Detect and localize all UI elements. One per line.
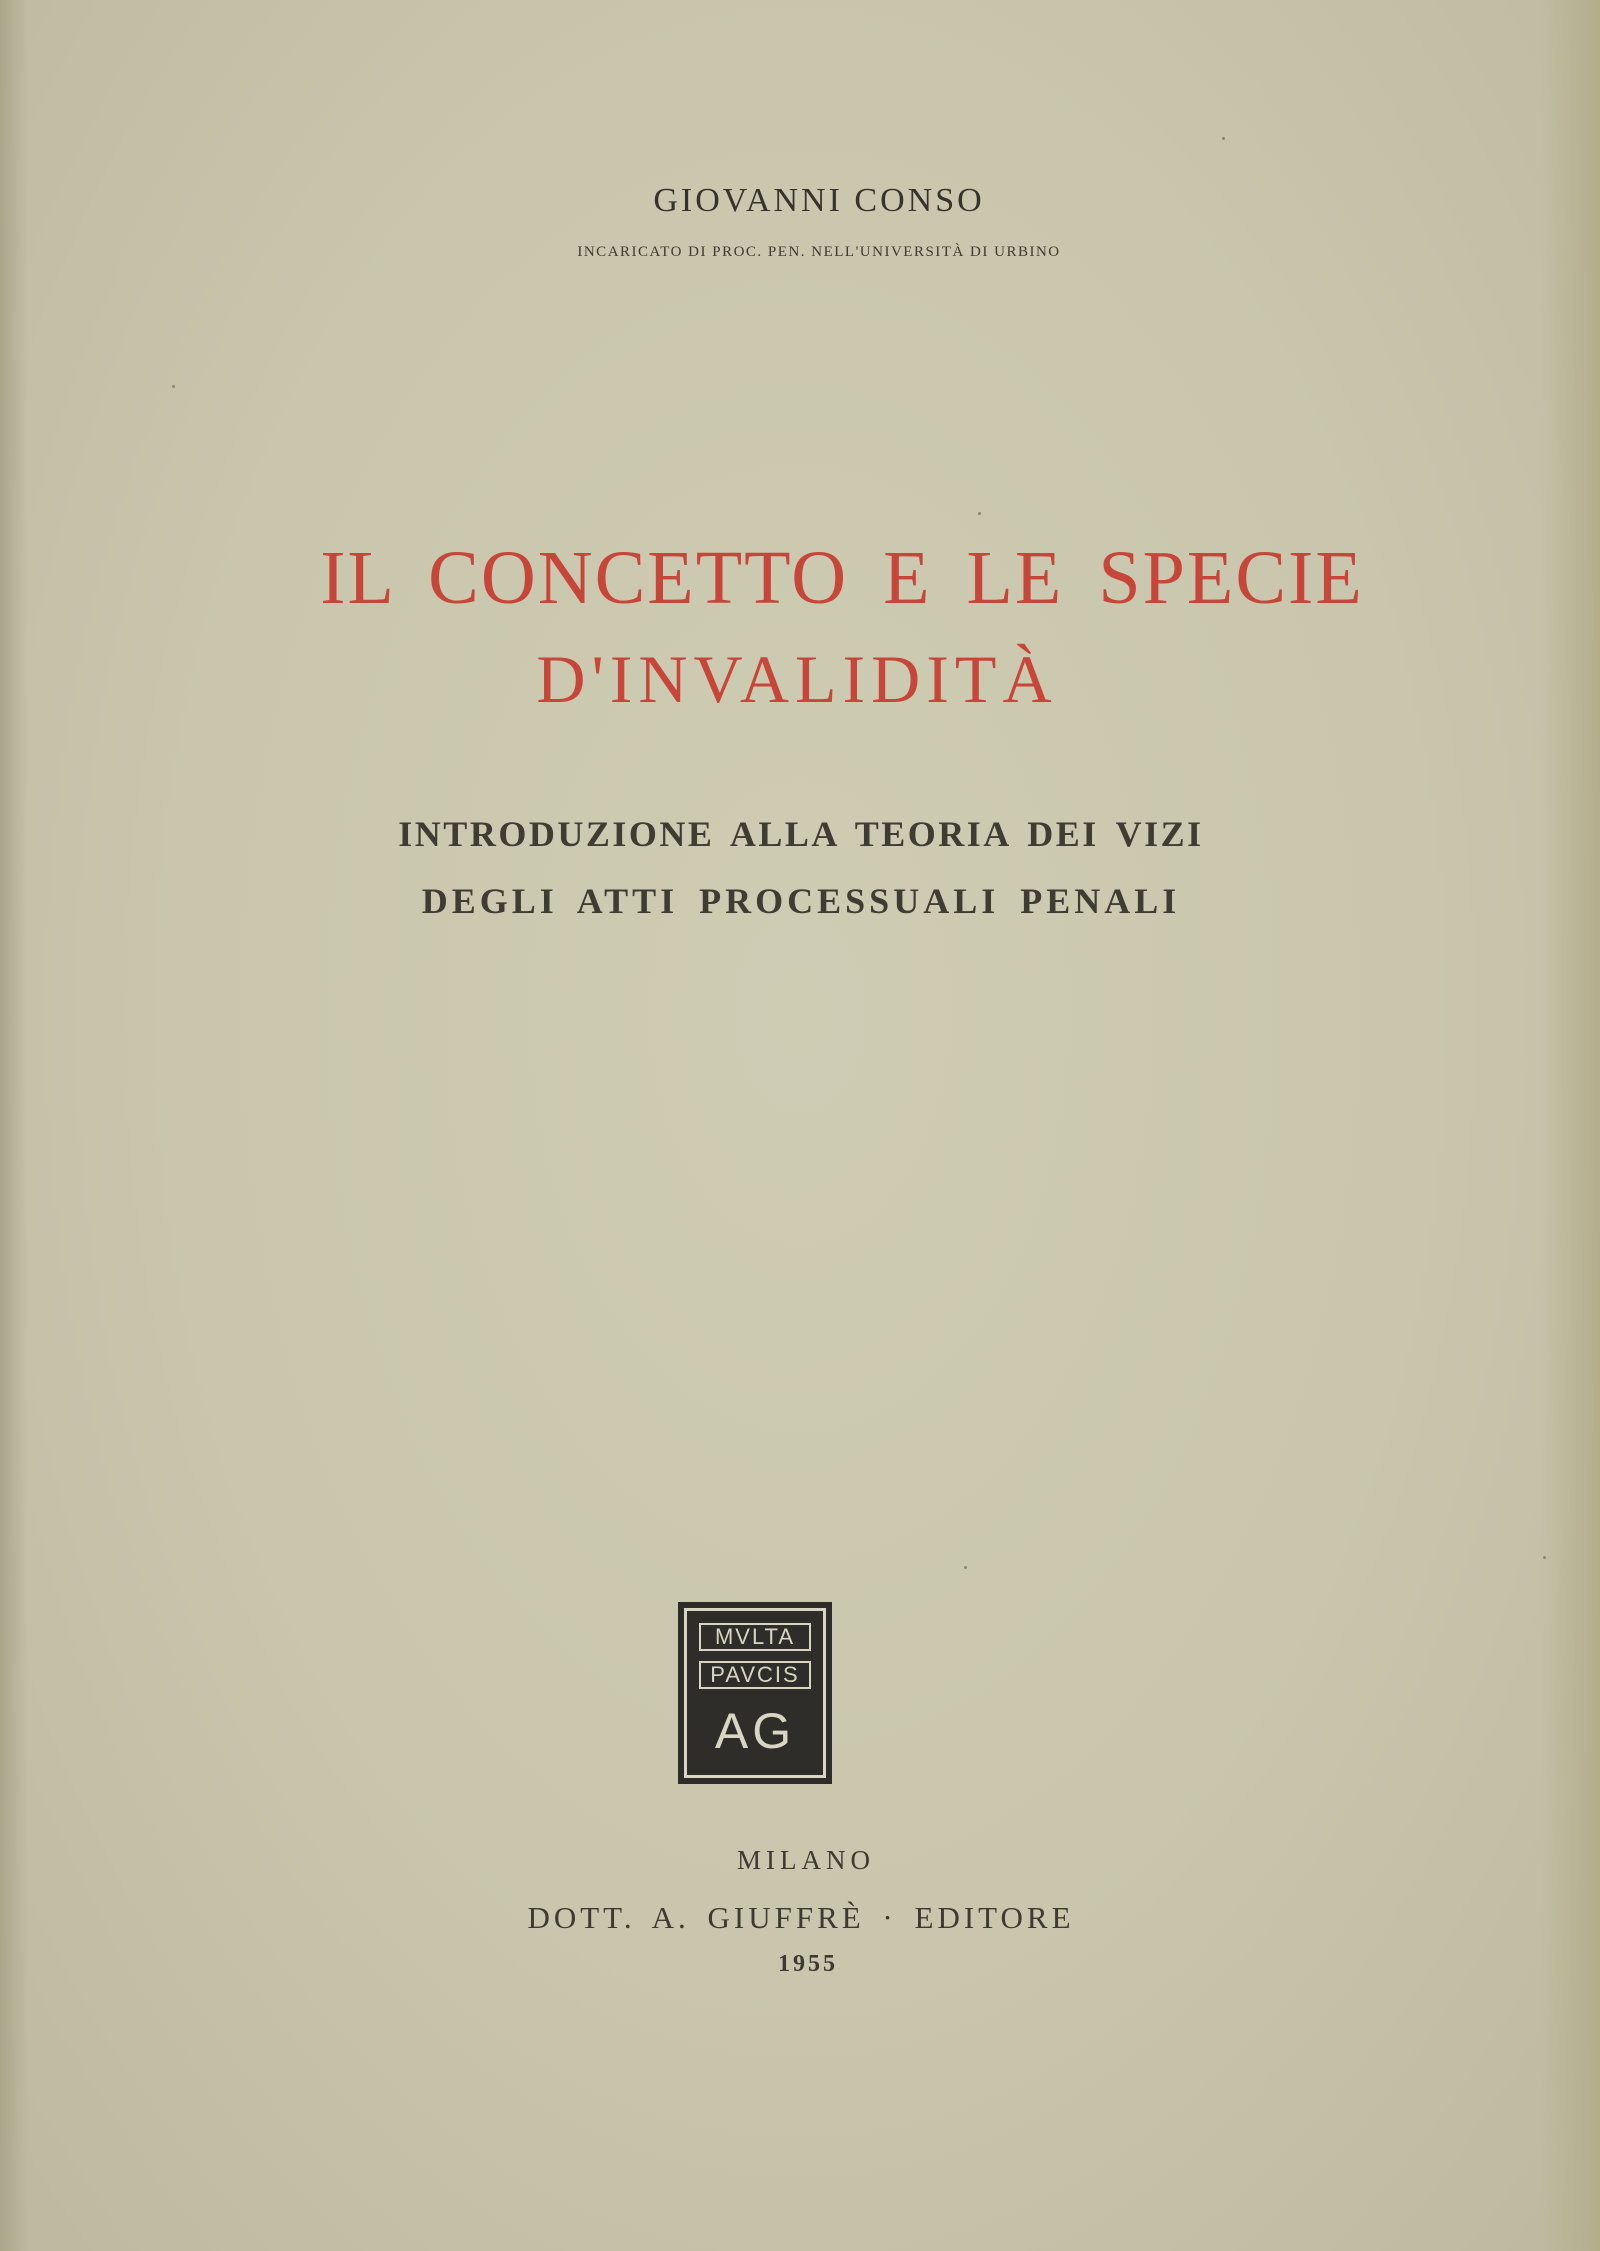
logo-monogram: AG — [714, 1703, 796, 1759]
publication-year: 1955 — [778, 1951, 838, 1977]
title-line-2: D'INVALIDITÀ — [536, 641, 1058, 717]
author-affiliation: INCARICATO DI PROC. PEN. NELL'UNIVERSITÀ DI URBINO — [577, 244, 1061, 260]
title-line-1: IL CONCETTO E LE SPECIE — [320, 536, 1364, 620]
publisher-logo — [678, 1602, 832, 1784]
paper-speck — [172, 385, 175, 388]
paper-speck — [1543, 1556, 1546, 1559]
paper-speck — [964, 1566, 967, 1569]
subtitle-line-1: INTRODUZIONE ALLA TEORIA DEI VIZI — [398, 814, 1204, 854]
publication-place: MILANO — [737, 1845, 875, 1875]
logo-row-2: PAVCIS — [699, 1661, 811, 1689]
publisher-logo-frame — [684, 1608, 826, 1778]
subtitle-line-2: DEGLI ATTI PROCESSUALI PENALI — [421, 881, 1181, 921]
paper-speck — [978, 512, 981, 515]
author-name: GIOVANNI CONSO — [653, 182, 985, 219]
logo-row-1: MVLTA — [699, 1623, 811, 1651]
publisher-name: DOTT. A. GIUFFRÈ · EDITORE — [527, 1900, 1075, 1935]
paper-speck — [1222, 137, 1225, 140]
